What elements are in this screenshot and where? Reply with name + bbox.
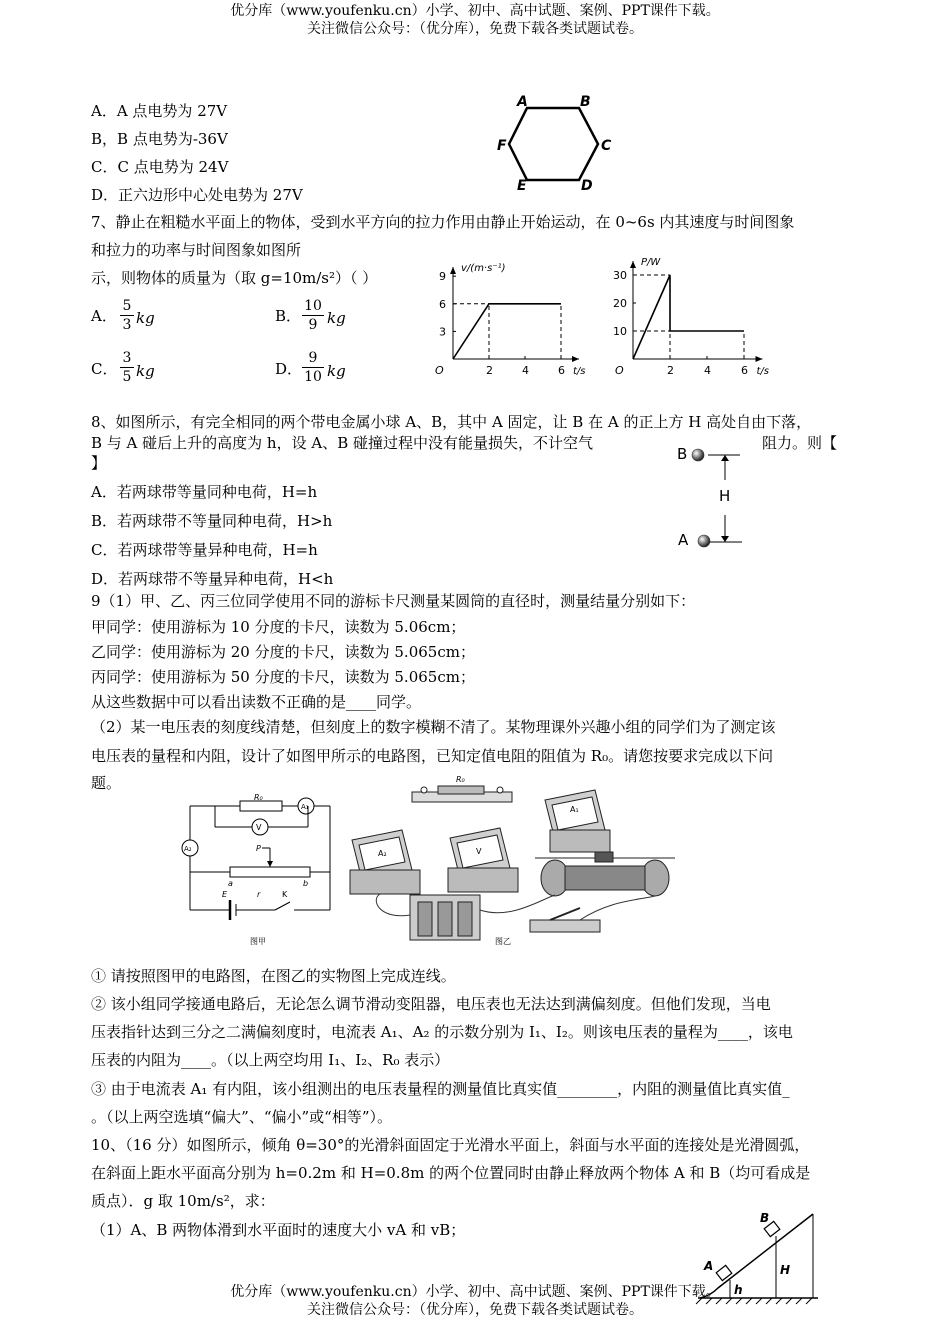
q10-line-2: 在斜面上距水平面高分别为 h=0.2m 和 H=0.8m 的两个位置同时由静止释放两个物体 A 和 B（均可看成是 [91, 1164, 811, 1182]
q9-task-6: 。（以上两空选填“偏大”、“偏小”或“相等”）。 [91, 1108, 393, 1126]
incline-label-a: A [704, 1259, 714, 1273]
hexagon-label-e: E [517, 178, 527, 192]
q7-line-2: 和拉力的功率与时间图象如图所 [91, 241, 302, 259]
fraction-numerator: 9 [308, 350, 318, 366]
q7-line-1: 7、静止在粗糙水平面上的物体，受到水平方向的拉力作用由静止开始运动，在 0~6s 内其速度与时间图象 [91, 213, 795, 231]
hexagon-label-a: A [517, 94, 528, 110]
x-tick-label: 2 [486, 364, 493, 377]
q7-option-c-fraction [120, 350, 134, 385]
q9-line-8: 题。 [91, 774, 122, 792]
apparatus-label-r0: R₀ [456, 775, 465, 784]
q7-option-c-unit: kg [136, 362, 155, 380]
q6-option-c: C．C 点电势为 24V [91, 158, 229, 176]
figure-caption-jia: 图甲 [250, 937, 266, 946]
q10-line-4: （1）A、B 两物体滑到水平面时的速度大小 vA 和 vB； [91, 1221, 466, 1239]
ball-b [692, 449, 704, 461]
x-axis-arrow [572, 356, 579, 362]
q8-option-b: B．若两球带不等量同种电荷，H>h [91, 512, 333, 530]
data-series-line [453, 304, 561, 359]
q7-option-a-unit: kg [136, 309, 155, 327]
circuit-label-k: K [282, 890, 288, 899]
q7-option-b-label: B． [275, 307, 302, 325]
q7-option-a-fraction [120, 298, 134, 333]
q8-line-2a: B 与 A 碰后上升的高度为 h，设 A、B 碰撞过程中没有能量损失，不计空气 [91, 434, 593, 452]
x-axis-label: t/s [573, 366, 586, 377]
hexagon-label-c: C [601, 138, 612, 154]
circuit-label-p: P [256, 844, 261, 853]
x-axis-arrow [756, 356, 763, 362]
apparatus-diagram-yi [340, 770, 680, 950]
q9-line-3: 乙同学：使用游标为 20 分度的卡尺，读数为 5.065cm； [91, 643, 475, 661]
x-tick-label: 2 [667, 364, 674, 377]
circuit-label-b: b [303, 879, 309, 888]
y-axis-arrow [450, 267, 456, 274]
q9-task-1: ① 请按照图甲的电路图，在图乙的实物图上完成连线。 [91, 967, 456, 985]
q10-line-3: 质点）．g 取 10m/s²，求： [91, 1192, 275, 1210]
two-balls-figure [670, 440, 750, 555]
fraction-numerator: 3 [122, 350, 132, 366]
fraction-numerator: 5 [122, 298, 132, 314]
q9-line-1: 9（1）甲、乙、丙三位同学使用不同的游标卡尺测量某圆筒的直径时，测量结量分别如下： [91, 592, 696, 610]
x-tick-label: 4 [704, 364, 711, 377]
q9-line-2: 甲同学：使用游标为 10 分度的卡尺，读数为 5.06cm； [91, 618, 466, 636]
hexagon-label-b: B [580, 94, 591, 110]
ball-b-label: B [677, 445, 688, 463]
fraction-denominator: 9 [308, 317, 318, 333]
incline-label-big-h: H [780, 1263, 791, 1277]
power-time-chart [605, 252, 775, 387]
x-tick-label: 6 [741, 364, 748, 377]
q9-task-4: 压表的内阻为____。（以上两空均用 I₁、I₂、R₀ 表示） [91, 1051, 450, 1069]
origin-label: O [435, 364, 444, 377]
ball-a [698, 535, 710, 547]
y-tick-label: 20 [613, 297, 627, 310]
apparatus-label-v: V [476, 847, 482, 856]
apparatus-label-a1: A₁ [570, 805, 579, 814]
header-line-1: 优分库（www.youfenku.cn）小学、初中、高中试题、案例、PPT课件下载。 [230, 3, 720, 19]
q7-option-c-label: C． [91, 360, 118, 378]
x-axis-label: t/s [756, 366, 769, 377]
fraction-denominator: 10 [304, 369, 322, 385]
height-label-h: H [719, 487, 731, 505]
y-axis-label: P/W [641, 257, 661, 268]
q6-option-b: B，B 点电势为-36V [91, 130, 228, 148]
y-axis-label: v/(m·s⁻¹) [461, 263, 506, 274]
header-line-2: 关注微信公众号：（优分库），免费下载各类试题试卷。 [307, 21, 643, 37]
circuit-label-a1: A₁ [301, 803, 309, 811]
incline-label-b: B [760, 1211, 770, 1225]
y-tick-label: 3 [439, 325, 446, 339]
q8-option-d: D．若两球带不等量异种电荷，H<h [91, 570, 334, 588]
incline-label-h: h [734, 1283, 743, 1297]
footer-line-1: 优分库（www.youfenku.cn）小学、初中、高中试题、案例、PPT课件下载。 [230, 1284, 720, 1300]
hexagon-label-f: F [497, 138, 507, 154]
q10-line-1: 10、（16 分）如图所示，倾角 θ=30°的光滑斜面固定于光滑水平面上，斜面与水平面的连接处是光滑圆弧， [91, 1136, 810, 1154]
q9-task-3: 压表指针达到三分之二满偏刻度时，电流表 A₁、A₂ 的示数分别为 I₁、I₂。则该电压表的量程为____，该电 [91, 1023, 793, 1041]
q6-option-a: A．A 点电势为 27V [91, 102, 228, 120]
circuit-label-v: V [256, 823, 262, 832]
q6-option-d: D．正六边形中心处电势为 27V [91, 186, 303, 204]
q9-task-2: ② 该小组同学接通电路后，无论怎么调节滑动变阻器，电压表也无法达到满偏刻度。但他们发现，当电 [91, 995, 771, 1013]
circuit-label-a: a [228, 879, 233, 888]
q7-option-a-label: A． [91, 307, 117, 325]
y-tick-label: 9 [439, 270, 446, 284]
q7-option-d-label: D． [275, 360, 303, 378]
y-axis-arrow [630, 261, 636, 268]
circuit-diagram-jia [170, 790, 350, 950]
apparatus-label-a2: A₂ [378, 849, 387, 858]
circuit-label-r0: R₀ [254, 793, 263, 802]
origin-label: O [615, 364, 624, 377]
fraction-denominator: 5 [122, 369, 132, 385]
q7-line-3: 示，则物体的质量为（取 g=10m/s²）（ ） [91, 269, 378, 287]
q7-option-b-fraction [302, 298, 324, 333]
x-tick-label: 6 [558, 364, 565, 377]
velocity-time-chart [425, 252, 590, 387]
q8-option-c: C．若两球带等量异种电荷，H=h [91, 541, 318, 559]
q8-line-2b: 阻力。则【 [762, 434, 838, 452]
x-tick-label: 4 [522, 364, 529, 377]
q7-option-d-fraction [302, 350, 324, 385]
q8-line-3: 】 [91, 454, 107, 472]
data-series-line [633, 275, 744, 359]
y-tick-label: 30 [613, 269, 627, 282]
fraction-denominator: 3 [122, 317, 132, 333]
circuit-label-r: r [257, 890, 261, 899]
y-tick-label: 10 [613, 325, 627, 338]
q8-line-1: 8、如图所示，有完全相同的两个带电金属小球 A、B，其中 A 固定，让 B 在 A 的正上方 H 高处自由下落， [91, 413, 812, 431]
q9-line-7: 电压表的量程和内阻，设计了如图甲所示的电路图，已知定值电阻的阻值为 R₀。请您按要求完成以下问 [91, 747, 774, 765]
hexagon-label-d: D [581, 178, 593, 192]
q9-line-5: 从这些数据中可以看出读数不正确的是____同学。 [91, 693, 422, 711]
ball-a-label: A [678, 531, 689, 549]
q7-option-b-unit: kg [327, 309, 346, 327]
q8-option-a: A．若两球带等量同种电荷，H=h [91, 483, 318, 501]
fraction-numerator: 10 [304, 298, 322, 314]
q9-task-5: ③ 由于电流表 A₁ 有内阻，该小组测出的电压表量程的测量值比真实值________，内阻的测量值比真实值_ [91, 1080, 790, 1098]
y-tick-label: 6 [439, 297, 446, 311]
hexagon-figure [495, 92, 620, 192]
q7-option-d-unit: kg [327, 362, 346, 380]
circuit-label-a2: A₂ [184, 845, 192, 853]
footer-line-2: 关注微信公众号：（优分库），免费下载各类试题试卷。 [307, 1302, 643, 1318]
figure-caption-yi: 图乙 [495, 937, 511, 946]
q9-line-6: （2）某一电压表的刻度线清楚，但刻度上的数字模糊不清了。某物理课外兴趣小组的同学们为了测定该 [91, 718, 776, 736]
circuit-label-e: E [222, 890, 228, 899]
q9-line-4: 丙同学：使用游标为 50 分度的卡尺，读数为 5.065cm； [91, 668, 475, 686]
